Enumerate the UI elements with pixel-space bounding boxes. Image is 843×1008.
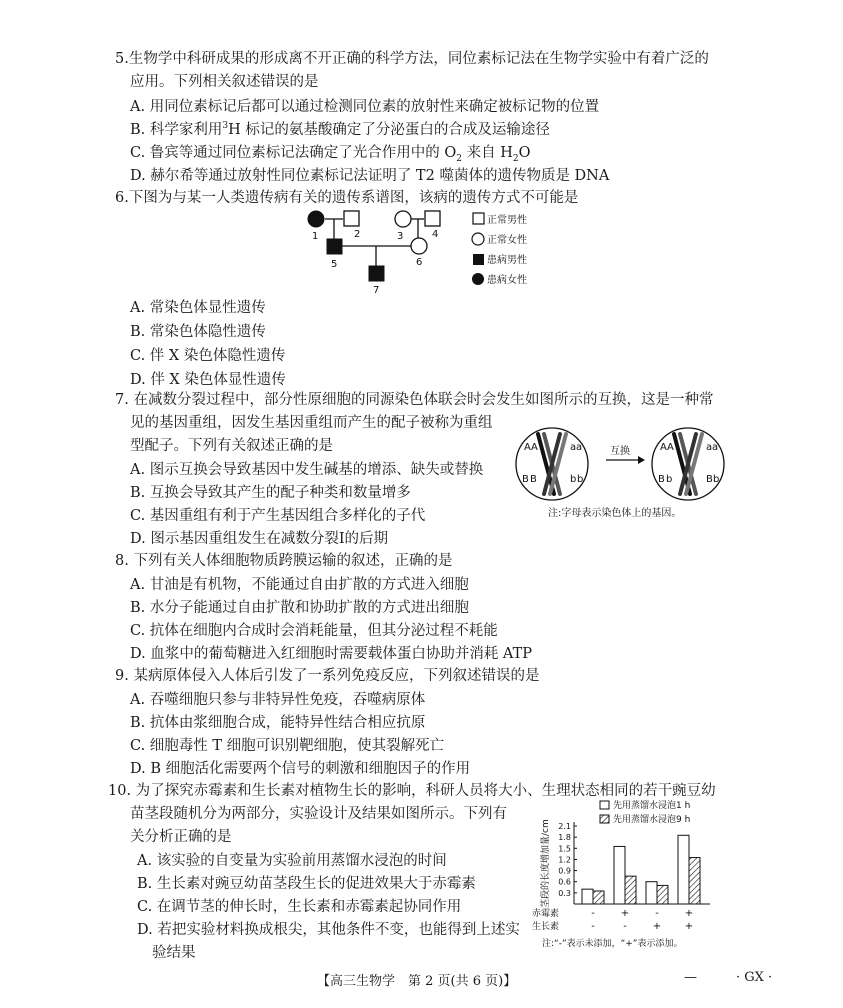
legend-affected-female-label: 患病女性 xyxy=(487,275,527,286)
q10-option-a: A. 该实验的自变量为实验前用蒸馏水浸泡的时间 xyxy=(137,853,447,869)
gene-label-b-7: B xyxy=(706,474,713,485)
auxin-sign: + xyxy=(684,921,694,932)
pedigree-number-4: 4 xyxy=(432,229,439,240)
q10-stem-line-1: 10. 为了探究赤霉素和生长素对植物生长的影响，科研人员将大小、生理状态相同的若干豌豆幼 xyxy=(108,783,716,799)
pedigree-number-3: 3 xyxy=(397,231,404,242)
q7-stem-line-3: 型配子。下列有关叙述正确的是 xyxy=(130,438,333,454)
q6-option-c: C. 伴 X 染色体隐性遗传 xyxy=(130,348,286,364)
pedigree-number-5: 5 xyxy=(331,259,338,270)
q10-stem-line-3: 关分析正确的是 xyxy=(130,829,232,845)
q5-option-d: D. 赫尔希等通过放射性同位素标记法证明了 T2 噬菌体的遗传物质是 DNA xyxy=(130,168,610,184)
chart-legend-9h-swatch xyxy=(600,815,609,823)
gene-label-a-2: A xyxy=(531,442,538,453)
chart-bar-1h-3 xyxy=(646,882,657,904)
chart-bar-9h-4 xyxy=(689,858,700,904)
gibberellin-sign: - xyxy=(655,908,659,919)
crossing-figure-note: 注:字母表示染色体上的基因。 xyxy=(548,508,682,519)
q9-stem: 9. 某病原体侵入人体后引发了一系列免疫反应，下列叙述错误的是 xyxy=(115,668,540,684)
q8-option-b: B. 水分子能通过自由扩散和协助扩散的方式进出细胞 xyxy=(130,600,469,616)
q9-option-b: B. 抗体由浆细胞合成，能特异性结合相应抗原 xyxy=(130,715,426,731)
q6-option-d: D. 伴 X 染色体显性遗传 xyxy=(130,372,286,388)
q6-option-b: B. 常染色体隐性遗传 xyxy=(130,324,266,340)
legend-affected-male-label: 患病男性 xyxy=(487,255,527,266)
gene-label-a-6: A xyxy=(667,442,674,453)
chart-legend-1h-swatch xyxy=(600,801,609,809)
q8-stem: 8. 下列有关人体细胞物质跨膜运输的叙述，正确的是 xyxy=(115,553,453,569)
chart-bar-9h-3 xyxy=(657,885,668,904)
gene-label-a-5: A xyxy=(660,442,667,453)
chart-legend-1h-label: 先用蒸馏水浸泡1 h xyxy=(613,801,691,811)
q9-option-d: D. B 细胞活化需要两个信号的刺激和细胞因子的作用 xyxy=(130,761,471,777)
auxin-sign: + xyxy=(652,921,662,932)
crossing-arrow-head xyxy=(638,456,645,464)
chart-signs xyxy=(591,908,693,932)
legend-normal-male-symbol xyxy=(473,213,484,224)
gene-label-b-3: b xyxy=(570,474,577,485)
q5-stem-line-1: 5.生物学中科研成果的形成离不开正确的科学方法，同位素标记法在生物学实验中有着广泛的 xyxy=(115,51,709,67)
chart-ytick-label: 0.6 xyxy=(558,877,571,887)
chart-ytick-label: 0.3 xyxy=(558,888,571,898)
chart-bar-1h-2 xyxy=(614,846,625,904)
footer-code: · GX · xyxy=(736,970,773,985)
chart-bar-9h-2 xyxy=(625,876,636,904)
chart-bars xyxy=(582,835,700,904)
pedigree-7-affected-male xyxy=(369,266,384,281)
gene-label-a-4: a xyxy=(576,442,583,453)
gibberellin-sign: + xyxy=(684,908,694,919)
q6-option-a: A. 常染色体显性遗传 xyxy=(130,300,266,316)
q8-option-c: C. 抗体在细胞内合成时会消耗能量，但其分泌过程不耗能 xyxy=(130,623,498,639)
q5-option-c: C. 鲁宾等通过同位素标记法确定了光合作用中的 $O_2$ 来自 $H_2O$ xyxy=(130,145,531,164)
footer-page-info: 【高三生物学 第 2 页(共 6 页)】 xyxy=(317,974,517,989)
chart-ylabel: 茎段的长度增加量/cm xyxy=(541,819,551,908)
q10-option-c: C. 在调节茎的伸长时，生长素和赤霉素起协同作用 xyxy=(137,899,462,915)
pedigree-2-normal-male xyxy=(344,211,359,226)
q5-stem-line-2: 应用。下列相关叙述错误的是 xyxy=(130,74,319,90)
gibberellin-sign: + xyxy=(620,908,630,919)
chart-ytick-label: 2.1 xyxy=(558,822,571,831)
q9-option-c: C. 细胞毒性 T 细胞可识别靶细胞，使其裂解死亡 xyxy=(130,738,445,754)
footer-dash: — xyxy=(684,970,697,985)
bar-chart xyxy=(532,796,747,956)
q7-option-b: B. 互换会导致其产生的配子种类和数量增多 xyxy=(130,485,411,501)
q5-option-b: B. 科学家利用$^3$H 标记的氨基酸确定了分泌蛋白的合成及运输途径 xyxy=(130,121,550,138)
pedigree-chart xyxy=(300,205,570,300)
q5-option-a: A. 用同位素标记后都可以通过检测同位素的放射性来确定被标记物的位置 xyxy=(130,99,600,115)
gene-label-b-2: B xyxy=(530,474,537,485)
gene-label-b-8: b xyxy=(713,474,720,485)
chart-legend-9h-label: 先用蒸馏水浸泡9 h xyxy=(613,815,691,825)
gibberellin-sign: - xyxy=(591,908,595,919)
q10-option-d-line-1: D. 若把实验材料换成根尖，其他条件不变，也能得到上述实 xyxy=(137,922,520,938)
q7-option-a: A. 图示互换会导致基因中发生碱基的增添、缺失或替换 xyxy=(130,462,484,478)
gene-label-b-6: b xyxy=(666,474,673,485)
chart-ytick-label: 1.2 xyxy=(558,855,571,865)
pedigree-5-affected-male xyxy=(327,239,342,254)
crossing-over-figure xyxy=(510,420,740,520)
legend-normal-female-label: 正常女性 xyxy=(487,235,527,246)
gene-label-a-8: a xyxy=(712,442,719,453)
chart-ytick-label: 1.8 xyxy=(558,833,571,843)
pedigree-3-normal-female xyxy=(395,211,411,227)
q10-option-b: B. 生长素对豌豆幼苗茎段生长的促进效果大于赤霉素 xyxy=(137,876,476,892)
gene-label-b-4: b xyxy=(577,474,584,485)
legend-affected-female-symbol xyxy=(472,273,484,285)
auxin-sign: - xyxy=(591,921,595,932)
gene-label-a-1: A xyxy=(524,442,531,453)
gene-label-a-7: a xyxy=(706,442,713,453)
crossing-arrow-label: 互换 xyxy=(610,446,630,457)
pedigree-1-affected-female xyxy=(308,211,324,227)
legend-affected-male-symbol xyxy=(473,254,484,265)
pedigree-4-normal-male xyxy=(425,211,440,226)
chart-bar-9h-1 xyxy=(593,891,604,904)
gene-label-a-3: a xyxy=(570,442,577,453)
auxin-sign: - xyxy=(623,921,627,932)
q7-option-d: D. 图示基因重组发生在减数分裂Ⅰ的后期 xyxy=(130,531,389,547)
row-label-gibberellin: 赤霉素 xyxy=(532,909,560,919)
chart-ytick-label: 0.9 xyxy=(558,866,571,876)
q7-stem-line-2: 见的基因重组，因发生基因重组而产生的配子被称为重组 xyxy=(130,415,493,431)
pedigree-6-normal-female xyxy=(411,238,427,254)
q9-option-a: A. 吞噬细胞只参与非特异性免疫，吞噬病原体 xyxy=(130,692,426,708)
legend-normal-female-symbol xyxy=(472,233,484,245)
q10-option-d-line-2: 验结果 xyxy=(152,945,196,961)
pedigree-number-1: 1 xyxy=(312,231,319,242)
q7-option-c: C. 基因重组有利于产生基因组合多样化的子代 xyxy=(130,508,426,524)
q7-stem-line-1: 7. 在减数分裂过程中，部分性原细胞的同源染色体联会时会发生如图所示的互换，这是一种常 xyxy=(115,392,714,408)
q8-option-d: D. 血浆中的葡萄糖进入红细胞时需要载体蛋白协助并消耗 ATP xyxy=(130,646,533,662)
pedigree-number-7: 7 xyxy=(373,285,380,296)
pedigree-number-2: 2 xyxy=(354,229,361,240)
legend-normal-male-label: 正常男性 xyxy=(487,215,527,226)
q10-stem-line-2: 苗茎段随机分为两部分，实验设计及结果如图所示。下列有 xyxy=(130,806,507,822)
q6-stem: 6.下图为与某一人类遗传病有关的遗传系谱图，该病的遗传方式不可能是 xyxy=(115,190,579,206)
chart-ytick-label: 1.5 xyxy=(558,844,571,854)
chart-note: 注:“-”表示未添加，“+”表示添加。 xyxy=(542,939,683,949)
gene-label-b-1: B xyxy=(522,474,529,485)
chart-bar-1h-4 xyxy=(678,835,689,904)
gene-label-b-5: B xyxy=(658,474,665,485)
q8-option-a: A. 甘油是有机物，不能通过自由扩散的方式进入细胞 xyxy=(130,577,469,593)
chart-bar-1h-1 xyxy=(582,889,593,904)
row-label-auxin: 生长素 xyxy=(532,922,560,932)
pedigree-number-6: 6 xyxy=(416,257,423,268)
